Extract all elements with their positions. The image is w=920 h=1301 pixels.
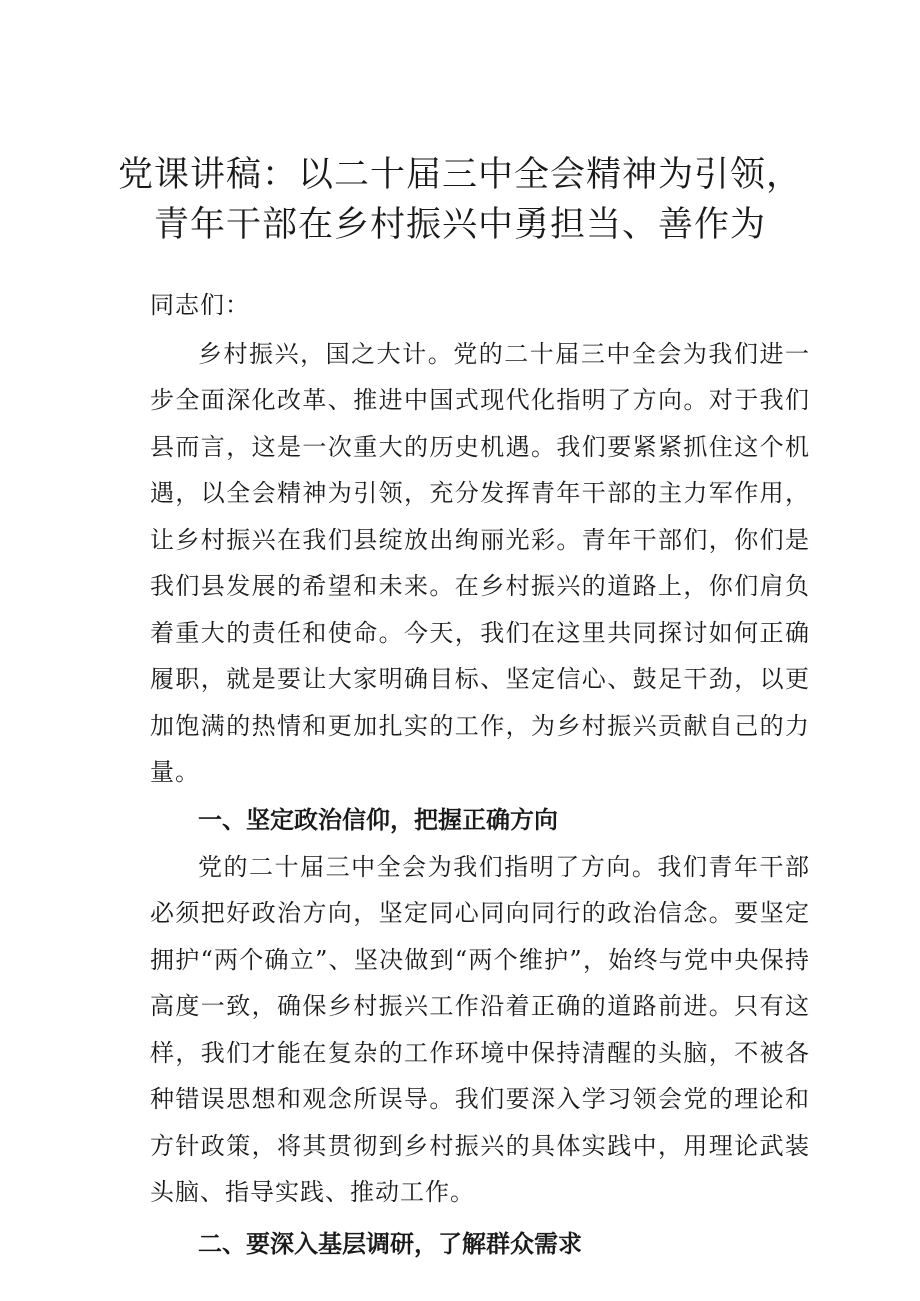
document-title: [60, 150, 860, 250]
title-line-2: 青年干部在乡村振兴中勇担当、善作为: [153, 205, 766, 245]
title-line-1: 党课讲稿：以二十届三中全会精神为引领，: [117, 155, 802, 195]
paragraph-intro: 乡村振兴，国之大计。党的二十届三中全会为我们进一步全面深化改革、推进中国式现代化指明了方向。对于我们县而言，这是一次重大的历史机遇。我们要紧紧抓住这个机遇，以全会精神为引领，充分发挥青年干部的主力军作用，让乡村振兴在我们县绽放出绚丽光彩。青年干部们，你们是我们县发展的希望和未来。在乡村振兴的道路上，你们肩负着重大的责任和使命。今天，我们在这里共同探讨如何正确履职，就是要让大家明确目标、坚定信心、鼓足干劲，以更加饱满的热情和更加扎实的工作，为乡村振兴贡献自己的力量。: [150, 339, 810, 786]
paragraph-section-1: 党的二十届三中全会为我们指明了方向。我们青年干部必须把好政治方向，坚定同心同向同行的政治信念。要坚定拥护“两个确立”、坚决做到“两个维护”，始终与党中央保持高度一致，确保乡村振兴工作沿着正确的道路前进。只有这样，我们才能在复杂的工作环境中保持清醒的头脑，不被各种错误思想和观念所误导。我们要深入学习领会党的理论和方针政策，将其贯彻到乡村振兴的具体实践中，用理论武装头脑、指导实践、推动工作。: [150, 852, 810, 1206]
section-heading-2: 二、要深入基层调研，了解群众需求: [198, 1229, 582, 1258]
section-heading-1: 一、坚定政治信仰，把握正确方向: [198, 805, 558, 834]
document-body: [150, 282, 810, 1268]
salutation: 同志们：: [150, 291, 250, 319]
